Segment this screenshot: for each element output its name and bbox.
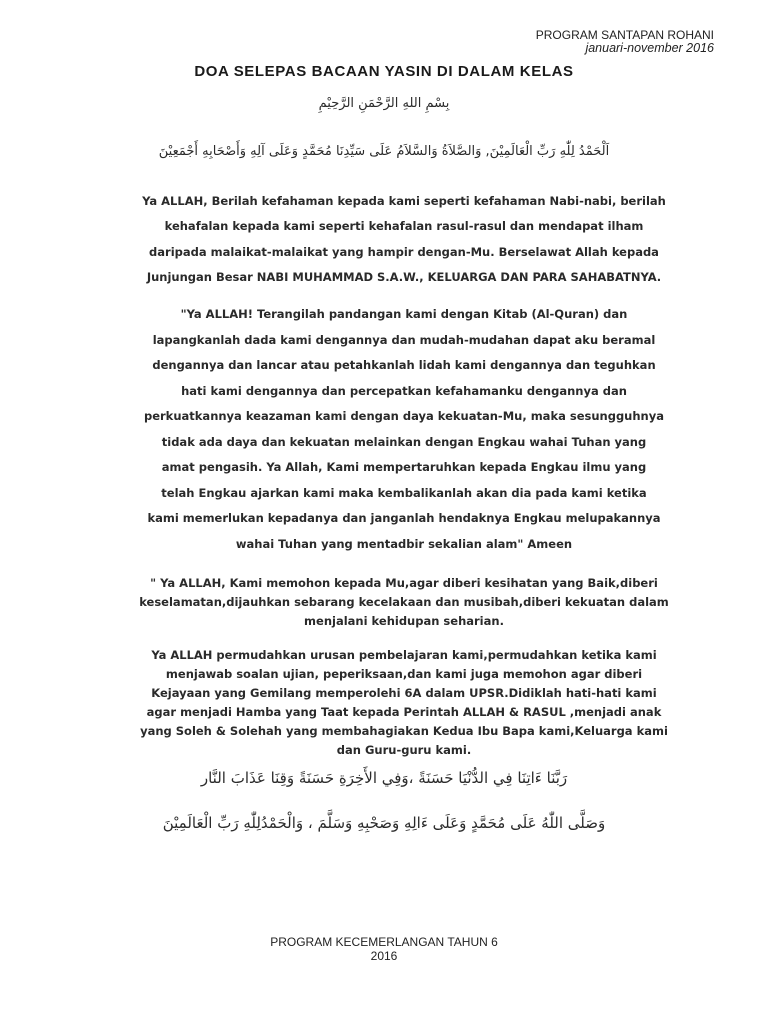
paragraph-line: telah Engkau ajarkan kami maka kembalikanlah akan dia pada kami ketika (161, 485, 647, 500)
page-title: DOA SELEPAS BACAAN YASIN DI DALAM KELAS (194, 63, 574, 80)
header-program: PROGRAM SANTAPAN ROHANI (535, 28, 714, 42)
paragraph-line: lapangkanlah dada kami dengannya dan mudah-mudahan dapat aku beramal (152, 332, 656, 347)
paragraph-line: agar menjadi Hamba yang Taat kepada Perintah ALLAH & RASUL ,menjadi anak (146, 705, 662, 719)
paragraph-line: Junjungan Besar NABI MUHAMMAD S.A.W., KELUARGA DAN PARA SAHABATNYA. (146, 269, 662, 284)
paragraph-line: "Ya ALLAH! Terangilah pandangan kami dengan Kitab (Al-Quran) dan (180, 307, 628, 321)
paragraph-line: daripada malaikat-malaikat yang hampir dengan-Mu. Berselawat Allah kepada (149, 244, 659, 259)
paragraph-line: dengannya dan lancar atau petahkanlah lidah kami dengannya dan teguhkan (152, 358, 656, 372)
paragraph-1 (88, 189, 720, 290)
footer-year: 2016 (370, 949, 398, 963)
paragraph-line: hati kami dengannya dan percepatkan kefahamanku dengannya dan (181, 383, 627, 398)
paragraph-2 (88, 302, 720, 557)
paragraph-4 (88, 646, 720, 760)
paragraph-line: tidak ada daya dan kekuatan melainkan dengan Engkau wahai Tuhan yang (161, 434, 647, 449)
paragraph-line: kami memerlukan kepadanya dan janganlah hendaknya Engkau melupakannya (147, 511, 661, 525)
paragraph-line: kehafalan kepada kami seperti kehafalan rasul-rasul dan mendapat ilham (164, 219, 644, 234)
paragraph-line: amat pengasih. Ya Allah, Kami mempertaruhkan kepada Engkau ilmu yang (161, 460, 647, 474)
paragraph-line: Ya ALLAH permudahkan urusan pembelajaran kami,permudahkan ketika kami (151, 648, 657, 662)
arabic-hamdalah: اَلْحَمْدُ لِلّٰهِ رَبِّ الْعَالَمِيْنَ, وَالصَّلاَةُ وَالسَّلاَمُ عَلَى سَيِّدِنَا مُحَمَّدٍ وَعَلَى آلِهِ وَأَصْحَابِهِ أَجْمَعِيْنَ (158, 144, 610, 159)
paragraph-line: Ya ALLAH, Berilah kefahaman kepada kami seperti kefahaman Nabi-nabi, berilah (142, 194, 666, 208)
paragraph-line: menjalani kehidupan seharian. (304, 614, 504, 628)
paragraph-line: perkuatkannya keazaman kami dengan daya kekuatan-Mu, maka sesungguhnya (143, 409, 664, 423)
paragraph-line: Kejayaan yang Gemilang memperolehi 6A dalam UPSR.Didiklah hati-hati kami (151, 686, 657, 700)
header-date: januari-november 2016 (585, 41, 714, 55)
footer-program: PROGRAM KECEMERLANGAN TAHUN 6 (270, 935, 498, 949)
paragraph-line: dan Guru-guru kami. (336, 743, 472, 757)
paragraph-line: wahai Tuhan yang mentadbir sekalian alam" Ameen (235, 536, 573, 551)
paragraph-line: yang Soleh & Solehah yang membahagiakan Kedua Ibu Bapa kami,Keluarga kami (140, 724, 668, 738)
paragraph-3 (88, 574, 720, 631)
paragraph-line: " Ya ALLAH, Kami memohon kepada Mu,agar diberi kesihatan yang Baik,diberi (150, 576, 658, 590)
arabic-closing-1: رَبَّنَا ءَاتِنَا فِي الدُّنْيَا حَسَنَةً ،وَفِي الأَخِرَةِ حَسَنَةً وَقِنَا عَذَابَ النَّار (200, 769, 568, 787)
arabic-basmalah: بِسْمِ اللهِ الرَّحْمَنِ الرَّحِيْمِ (318, 96, 450, 111)
paragraph-line: keselamatan,dijauhkan sebarang kecelakaan dan musibah,diberi kekuatan dalam (139, 595, 669, 609)
arabic-closing-2: وَصَلَّى اللّٰهُ عَلَى مُحَمَّدٍ وَعَلَى ءَالِهِ وَصَحْبِهِ وَسَلَّمَ ، وَالْحَمْدُلِلّٰهِ رَبِّ الْعَالَمِيْنَ (162, 814, 606, 832)
paragraph-line: menjawab soalan ujian, peperiksaan,dan kami juga memohon agar diberi (165, 667, 643, 681)
